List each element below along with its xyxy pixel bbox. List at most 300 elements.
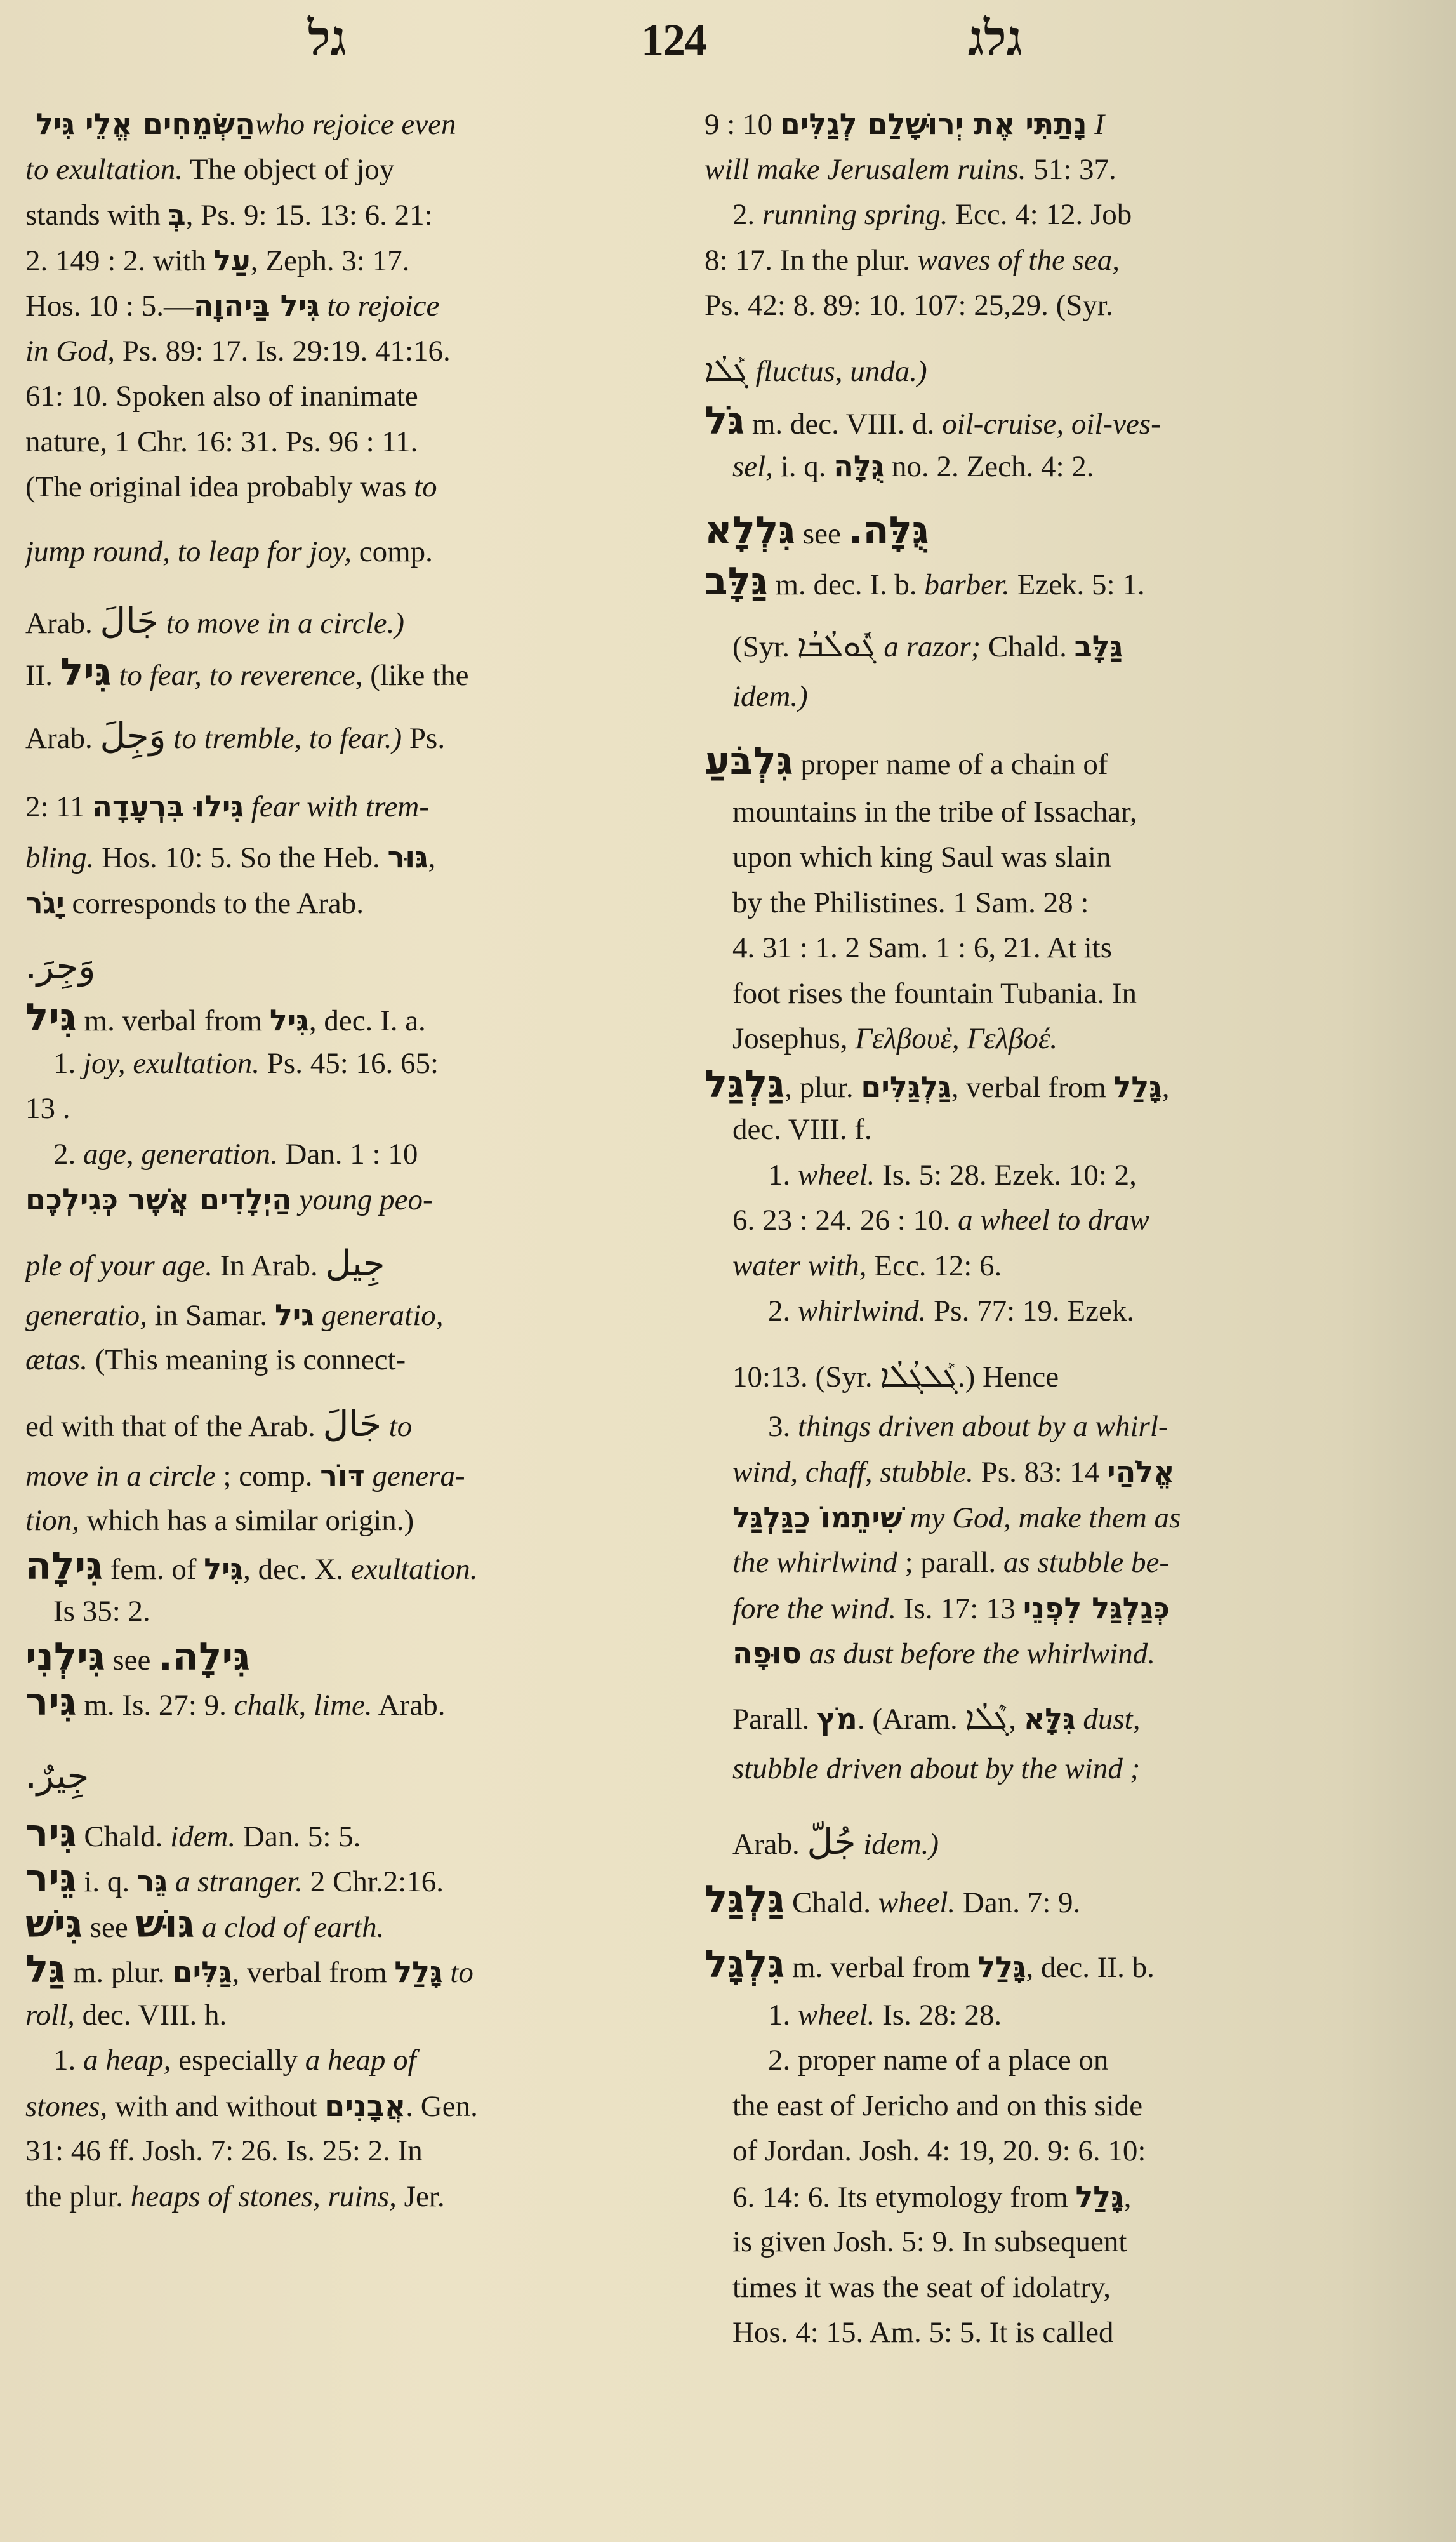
- hebrew-term: גֵּר: [136, 1864, 168, 1898]
- text-run: 2.: [53, 1137, 83, 1171]
- text-run: see: [795, 517, 849, 550]
- text-line: [25, 1589, 679, 1635]
- hebrew-term: גִּיל בַּיהוָה: [194, 288, 320, 323]
- text-line: [705, 835, 1377, 881]
- text-run: times it was the seat of idolatry,: [732, 2270, 1111, 2304]
- text-line: [25, 1993, 679, 2039]
- text-run: mountains in the tribe of Issachar,: [732, 795, 1137, 828]
- text-run: 2 Chr.2:16.: [303, 1865, 444, 1898]
- text-line: [25, 420, 679, 465]
- text-run: ætas.: [25, 1343, 88, 1376]
- text-line: [25, 1293, 679, 1338]
- text-run: fear with trem-: [244, 790, 430, 823]
- hebrew-term: גֹּל: [705, 398, 745, 443]
- text-run: ple of your age.: [25, 1249, 213, 1282]
- text-run: corresponds to the Arab.: [64, 886, 364, 920]
- text-run: fluctus, unda.): [748, 354, 927, 388]
- text-line: [25, 1177, 679, 1223]
- text-line: [705, 1923, 1377, 1993]
- text-line: [705, 329, 1377, 399]
- text-run: nature, 1 Chr. 16: 31. Ps. 96 : 11.: [25, 425, 418, 458]
- text-line: [25, 510, 679, 580]
- text-run: to tremble, to fear.): [166, 722, 402, 755]
- text-run: , Zeph. 3: 17.: [250, 244, 410, 277]
- text-run: will make Jerusalem ruins.: [705, 152, 1026, 186]
- text-line: [25, 650, 679, 696]
- hebrew-term: גַּלְגַּלִּים: [861, 1069, 951, 1104]
- text-run: , dec. X.: [243, 1552, 351, 1586]
- text-run: young peo-: [291, 1183, 433, 1216]
- text-line: [25, 1856, 679, 1902]
- text-line: [25, 283, 679, 329]
- text-run: comp.: [351, 535, 433, 568]
- text-line: [25, 1635, 679, 1680]
- text-line: [25, 765, 679, 835]
- text-line: [705, 2129, 1377, 2174]
- text-run: things driven about by a whirl-: [798, 1409, 1168, 1443]
- text-line: [25, 238, 679, 284]
- text-run: as stubble be-: [1003, 1546, 1169, 1579]
- text-line: [25, 465, 679, 510]
- text-run: . Gen.: [406, 2089, 478, 2123]
- text-line: [25, 1544, 679, 1590]
- text-run: Γελβουὲ, Γελβοέ.: [855, 1022, 1058, 1055]
- arabic-term: جَالَ: [100, 600, 159, 642]
- syriac-term: ܓܰܠܳܐ: [705, 351, 748, 389]
- text-run: to: [414, 470, 437, 503]
- text-run: move in a circle: [25, 1459, 216, 1493]
- text-run: 31: 46 ff. Josh. 7: 26. Is. 25: 2. In: [25, 2134, 423, 2167]
- text-run: waves of the sea,: [917, 243, 1120, 277]
- text-run: Is 35: 2.: [53, 1595, 150, 1628]
- text-run: to fear, to reverence,: [111, 658, 363, 692]
- right-column: [705, 102, 1377, 2356]
- text-run: Arab.: [25, 606, 100, 640]
- text-run: i. q.: [772, 450, 834, 483]
- text-run: 2.: [732, 198, 762, 231]
- hebrew-term: גָּלַל: [1075, 2179, 1124, 2214]
- text-run: 2. 149 : 2. with: [25, 244, 214, 277]
- text-run: m. verbal from: [76, 1004, 270, 1037]
- text-run: stands with: [25, 199, 168, 232]
- left-column: [25, 102, 679, 2219]
- text-run: Ps.: [402, 722, 446, 755]
- hebrew-term: גִּילָה: [25, 1543, 103, 1588]
- text-run: especially: [171, 2044, 305, 2077]
- text-line: [705, 604, 1377, 674]
- text-run: age, generation.: [83, 1137, 278, 1171]
- text-line: [25, 1811, 679, 1857]
- hebrew-term: אֲבָנִים: [324, 2088, 406, 2123]
- hebrew-term: דּוֹר: [320, 1458, 365, 1493]
- text-run: dec. VIII. h.: [74, 1998, 227, 2032]
- text-run: Is. 17: 13: [896, 1592, 1023, 1625]
- text-run: Ps. 45: 16. 65:: [260, 1046, 439, 1080]
- text-run: , plur.: [784, 1070, 861, 1104]
- text-run: Dan. 1 : 10: [277, 1137, 418, 1171]
- text-run: oil-cruise, oil-ves-: [942, 407, 1161, 441]
- text-run: of Jordan. Josh. 4: 19, 20. 9: 6. 10:: [732, 2134, 1146, 2167]
- hebrew-term: גִּילָה.: [158, 1634, 250, 1679]
- text-line: [25, 1498, 679, 1544]
- hebrew-term: גֻּלָּה.: [848, 508, 929, 553]
- text-run: a heap,: [83, 2044, 171, 2077]
- text-run: wind, chaff, stubble.: [732, 1456, 974, 1489]
- text-run: see: [105, 1643, 159, 1677]
- text-run: to: [442, 1956, 473, 1989]
- text-run: ed with that of the Arab.: [25, 1409, 323, 1443]
- arabic-term: جِيرٌ.: [25, 1755, 89, 1797]
- text-run: Ezek. 5: 1.: [1009, 568, 1145, 601]
- hebrew-term: גִּיר: [25, 1680, 77, 1724]
- text-run: stubble driven about by the wind ;: [732, 1752, 1141, 1785]
- text-line: [705, 1449, 1377, 1495]
- text-run: proper name of a chain of: [793, 747, 1108, 781]
- hebrew-term: גִּיל: [25, 107, 75, 141]
- arabic-term: وَجِرَ.: [25, 946, 96, 987]
- arabic-term: جُلّ: [807, 1821, 856, 1863]
- text-line: [25, 580, 679, 650]
- text-run: Jer.: [396, 2179, 445, 2213]
- text-run: the whirlwind: [732, 1546, 897, 1579]
- text-line: [25, 1086, 679, 1132]
- text-run: Parall.: [732, 1702, 817, 1736]
- text-run: , dec. I. a.: [308, 1004, 426, 1037]
- text-line: [25, 1947, 679, 1993]
- text-run: 6. 14: 6. Its etymology from: [732, 2180, 1076, 2214]
- text-run: Is. 5: 28. Ezek. 10: 2,: [875, 1158, 1137, 1192]
- text-run: m. dec. VIII. d.: [745, 407, 943, 441]
- text-line: [705, 489, 1377, 559]
- text-line: [705, 1792, 1377, 1877]
- hebrew-term: גּוּר: [387, 840, 428, 874]
- text-run: m. dec. I. b.: [767, 568, 925, 601]
- text-line: [705, 399, 1377, 444]
- text-run: idem.: [170, 1820, 236, 1853]
- text-run: running spring.: [762, 198, 948, 231]
- text-line: [705, 444, 1377, 489]
- text-run: is given Josh. 5: 9. In subsequent: [732, 2225, 1127, 2258]
- text-line: [25, 1223, 679, 1293]
- text-run: 2: 11: [25, 790, 93, 823]
- hebrew-term: גּוּשׁ: [135, 1901, 195, 1946]
- text-run: Hos. 10: 5. So the Heb.: [94, 841, 388, 874]
- text-run: , Ps. 9: 15. 13: 6. 21:: [185, 199, 433, 232]
- text-run: chalk, lime.: [234, 1689, 373, 1722]
- hebrew-term: גַּל: [25, 1947, 66, 1992]
- text-run: 61: 10. Spoken also of inanimate: [25, 380, 418, 413]
- text-line: [705, 720, 1377, 790]
- text-line: [25, 1383, 679, 1453]
- text-run: to exultation.: [25, 152, 183, 186]
- text-line: [25, 374, 679, 420]
- text-line: [25, 1041, 679, 1087]
- text-run: Arab.: [372, 1689, 446, 1722]
- text-run: the east of Jericho and on this side: [732, 2089, 1143, 2122]
- text-run: by the Philistines. 1 Sam. 28 :: [732, 886, 1089, 919]
- text-run: dust,: [1075, 1702, 1141, 1736]
- text-run: idem.): [732, 680, 808, 713]
- hebrew-term: עַל: [213, 243, 251, 277]
- text-run: Dan. 7: 9.: [955, 1886, 1081, 1919]
- hebrew-term: גֵּיר: [25, 1856, 77, 1901]
- hebrew-term: גִּיל: [204, 1551, 244, 1586]
- text-run: wheel.: [798, 1158, 875, 1192]
- text-line: [705, 1540, 1377, 1586]
- text-line: [705, 1404, 1377, 1450]
- text-line: [705, 1586, 1377, 1632]
- text-line: [705, 2310, 1377, 2356]
- text-run: Ps. 83: 14: [973, 1456, 1108, 1489]
- text-line: [25, 1902, 679, 1948]
- text-run: The object of joy: [183, 152, 395, 186]
- text-line: [705, 1016, 1377, 1062]
- text-run: foot rises the fountain Tubania. In: [732, 976, 1137, 1010]
- hebrew-term: סוּפָה: [732, 1636, 802, 1670]
- hebrew-term: גִּלְגָּל: [705, 1941, 785, 1986]
- hebrew-term: גַּלִּים: [172, 1955, 232, 1989]
- text-run: Ecc. 12: 6.: [866, 1249, 1002, 1282]
- text-run: heaps of stones, ruins,: [130, 2179, 397, 2213]
- text-run: exultation.: [350, 1552, 478, 1586]
- text-line: [705, 1495, 1377, 1541]
- text-line: [705, 1244, 1377, 1289]
- hebrew-term: גֻּלָּה: [833, 449, 885, 483]
- text-run: fem. of: [103, 1552, 204, 1586]
- text-run: Hos. 10 : 5.—: [25, 289, 194, 323]
- text-run: water with,: [732, 1249, 867, 1282]
- hebrew-term: גִּלָּא: [1023, 1701, 1076, 1736]
- text-run: , verbal from: [232, 1956, 395, 1989]
- running-head-right: גלג: [968, 12, 1023, 65]
- text-line: [705, 1747, 1377, 1792]
- arabic-term: جَالَ: [322, 1403, 381, 1445]
- hebrew-term: גִּיל: [60, 649, 112, 695]
- hebrew-term: גַּלָּב: [1074, 629, 1123, 663]
- text-run: Chald.: [76, 1820, 171, 1853]
- text-run: 10:13. (Syr.: [732, 1360, 880, 1394]
- text-run: tion,: [25, 1504, 79, 1537]
- text-run: ,: [1161, 1070, 1170, 1104]
- text-run: wheel.: [798, 1998, 875, 2032]
- text-line: [25, 1338, 679, 1383]
- arabic-term: جِيل: [325, 1242, 385, 1284]
- text-run: ,: [1009, 1702, 1024, 1736]
- hebrew-term: שִׁיתֵמוֹ כַגַּלְגַּל: [732, 1500, 903, 1534]
- text-run: (The original idea probably was: [25, 470, 414, 503]
- text-run: 51: 37.: [1026, 152, 1116, 186]
- text-run: idem.): [856, 1828, 939, 1861]
- text-line: [705, 1877, 1377, 1923]
- text-line: [25, 1680, 679, 1726]
- text-run: no. 2. Zech. 4: 2.: [884, 450, 1094, 483]
- text-line: [705, 971, 1377, 1017]
- text-run: in God,: [25, 334, 115, 368]
- text-run: Ps. 77: 19. Ezek.: [926, 1294, 1135, 1328]
- text-run: Is. 28: 28.: [875, 1998, 1002, 2032]
- text-run: Chald.: [784, 1886, 878, 1919]
- text-line: [25, 695, 679, 765]
- text-run: a stranger.: [168, 1865, 303, 1898]
- hebrew-term: גָּלַל: [394, 1955, 443, 1989]
- hebrew-term: גַּלְגַּל: [705, 1877, 785, 1922]
- text-run: ,: [1123, 2180, 1132, 2214]
- text-line: [25, 329, 679, 375]
- hebrew-term: גִּלְלָא: [705, 508, 796, 553]
- text-run: joy, exultation.: [83, 1046, 260, 1080]
- text-run: 4. 31 : 1. 2 Sam. 1 : 6, 21. At its: [732, 931, 1112, 964]
- hebrew-term: גִּלְבֹּעַ: [705, 738, 793, 783]
- text-line: [25, 2084, 679, 2129]
- text-run: whirlwind.: [798, 1294, 927, 1328]
- hebrew-term: גָּלַל: [1113, 1069, 1162, 1104]
- text-run: 1.: [768, 1998, 798, 2032]
- text-run: a clod of earth.: [194, 1910, 385, 1944]
- hebrew-term: גיל: [274, 1297, 314, 1332]
- text-run: ,: [428, 841, 436, 874]
- text-run: m. Is. 27: 9.: [76, 1689, 234, 1722]
- hebrew-term: גִּילוּ בִּרְעָדָה: [92, 789, 244, 823]
- text-run: (This meaning is connect-: [87, 1343, 406, 1376]
- hebrew-term: גִּיל: [269, 1003, 309, 1037]
- syriac-term: ܓܽܘܠܳܒܳܐ: [797, 627, 877, 664]
- text-line: [705, 2174, 1377, 2220]
- text-line: [25, 881, 679, 926]
- text-run: i. q.: [76, 1865, 137, 1898]
- text-line: [25, 147, 679, 193]
- text-line: [705, 1993, 1377, 2039]
- arabic-term: وَجِلَ: [100, 715, 166, 757]
- text-line: [705, 283, 1377, 329]
- text-run: 2.: [768, 1294, 798, 1328]
- text-line: [705, 2265, 1377, 2311]
- text-run: the plur.: [25, 2179, 131, 2213]
- hebrew-term: הַיְלָדִים אֲשֶׁר כְּגִילְכֶם: [25, 1182, 292, 1216]
- text-run: to move in a circle.): [158, 606, 405, 640]
- text-run: which has a similar origin.): [79, 1504, 414, 1537]
- text-run: Ps. 42: 8. 89: 10. 107: 25,29. (Syr.: [705, 289, 1113, 322]
- text-run: [170, 535, 178, 568]
- hebrew-term: גָּלַל: [977, 1949, 1026, 1984]
- text-line: [705, 1631, 1377, 1677]
- text-line: [25, 2174, 679, 2220]
- text-run: II.: [25, 658, 60, 692]
- text-run: my God, make them as: [902, 1501, 1181, 1534]
- text-run: Dan. 5: 5.: [235, 1820, 361, 1853]
- text-line: [705, 674, 1377, 720]
- text-run: , dec. II. b.: [1026, 1950, 1155, 1984]
- text-run: Hos. 4: 15. Am. 5: 5. It is called: [732, 2316, 1114, 2349]
- text-run: Josephus,: [732, 1022, 856, 1055]
- text-run: Arab.: [25, 722, 100, 755]
- text-line: [705, 1289, 1377, 1334]
- hebrew-term: גַּלָּב: [705, 559, 768, 604]
- text-run: dec. VIII. f.: [732, 1113, 872, 1146]
- text-run: a heap of: [305, 2044, 416, 2077]
- text-run: 1.: [768, 1158, 798, 1192]
- text-run: to leap for joy,: [177, 535, 352, 568]
- text-line: [705, 1198, 1377, 1244]
- text-run: sel,: [732, 450, 773, 483]
- text-run: to rejoice: [319, 289, 440, 323]
- text-line: [25, 835, 679, 881]
- text-run: to: [381, 1409, 413, 1443]
- hebrew-term: כְּגַלְגַּל לִפְנֵי: [1023, 1590, 1170, 1625]
- text-line: [705, 2219, 1377, 2265]
- text-line: [25, 1453, 679, 1499]
- text-line: [705, 102, 1377, 147]
- text-run: m. plur.: [65, 1956, 173, 1989]
- text-line: [705, 1062, 1377, 1108]
- syriac-term: ܓܰܠܓܳܠܳܐ: [880, 1357, 958, 1394]
- hebrew-term: מֹץ: [817, 1701, 857, 1736]
- text-run: Arab.: [732, 1828, 807, 1861]
- text-line: [705, 2038, 1377, 2084]
- hebrew-term: הַשְּׂמֵחִים אֱלֵי: [74, 107, 255, 141]
- hebrew-term: גִּיל: [25, 995, 77, 1040]
- text-run: I: [1087, 108, 1104, 141]
- text-run: In Arab.: [213, 1249, 326, 1282]
- text-line: [25, 1726, 679, 1811]
- text-line: [25, 1132, 679, 1178]
- text-run: with and without: [107, 2089, 325, 2123]
- text-run: in Samar.: [147, 1298, 275, 1332]
- text-run: ; parall.: [897, 1546, 1003, 1579]
- text-run: 8: 17. In the plur.: [705, 243, 918, 277]
- page-number: 124: [641, 15, 706, 65]
- hebrew-term: בְּ: [168, 197, 186, 232]
- text-line: [705, 238, 1377, 284]
- text-run: wheel.: [878, 1886, 956, 1919]
- text-run: Ecc. 4: 12. Job: [948, 198, 1132, 231]
- text-run: who rejoice even: [255, 108, 456, 141]
- text-run: 9 : 10: [705, 108, 780, 141]
- hebrew-term: גִּיר: [25, 1811, 77, 1856]
- text-run: genera-: [364, 1459, 465, 1493]
- text-run: 2. proper name of a place on: [768, 2044, 1109, 2077]
- text-run: m. verbal from: [784, 1950, 978, 1984]
- text-line: [25, 2129, 679, 2174]
- hebrew-term: גִּילְנִי: [25, 1634, 105, 1679]
- text-run: stones,: [25, 2089, 108, 2123]
- hebrew-term: גַּלְגַּל: [705, 1061, 785, 1107]
- hebrew-term: גִּישׁ: [25, 1901, 83, 1946]
- text-run: 3.: [768, 1409, 798, 1443]
- running-head-left: גל: [308, 12, 347, 65]
- text-line: [25, 102, 679, 147]
- text-line: [705, 1107, 1377, 1153]
- text-run: jump round,: [25, 535, 171, 568]
- page-header: [0, 11, 1456, 69]
- hebrew-term: אֱלֹהַי: [1107, 1454, 1175, 1489]
- text-run: generatio,: [314, 1298, 444, 1332]
- text-run: fore the wind.: [732, 1592, 897, 1625]
- text-run: 1.: [53, 2044, 83, 2077]
- text-line: [25, 995, 679, 1041]
- hebrew-term: נָתַתִּי אֶת יְרוּשָׁלִַם לְגַלִּים: [779, 107, 1087, 141]
- text-run: . (Aram.: [857, 1702, 965, 1736]
- text-line: [705, 926, 1377, 971]
- text-line: [25, 926, 679, 995]
- text-run: (like the: [362, 658, 469, 692]
- hebrew-term: יָגֹר: [25, 885, 65, 920]
- text-run: (Syr.: [732, 630, 797, 663]
- text-run: bling.: [25, 841, 95, 874]
- text-line: [705, 790, 1377, 835]
- text-run: generatio,: [25, 1298, 147, 1332]
- text-line: [705, 1153, 1377, 1199]
- text-run: upon which king Saul was slain: [732, 841, 1111, 874]
